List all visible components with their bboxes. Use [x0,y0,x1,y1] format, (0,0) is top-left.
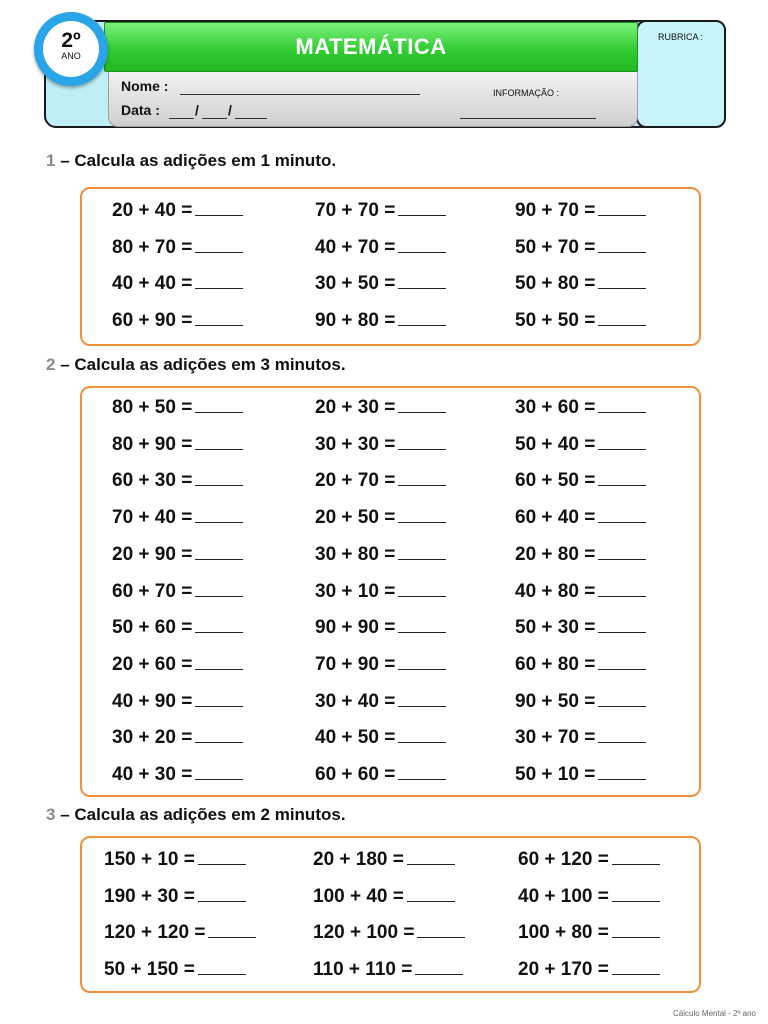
problem-expression: 60 + 70 = [112,580,193,602]
answer-blank[interactable] [198,848,246,865]
answer-blank[interactable] [195,506,243,523]
answer-blank[interactable] [417,921,465,938]
problem-expression: 60 + 60 = [315,764,396,785]
addition-problem [315,580,446,603]
date-separator: / [228,102,232,118]
answer-blank[interactable] [398,763,446,780]
addition-problem [515,272,646,295]
question-instruction: – Calcula as adições em 1 minuto. [60,151,337,170]
addition-problem [112,469,243,492]
answer-blank[interactable] [598,653,646,670]
answer-blank[interactable] [407,848,455,865]
answer-blank[interactable] [398,726,446,743]
date-year-field[interactable] [235,118,267,119]
problem-expression: 20 + 80 = [515,543,596,565]
addition-problem [313,885,455,908]
problem-expression: 30 + 20 = [112,727,193,749]
answer-blank[interactable] [415,958,463,975]
problem-expression: 50 + 50 = [515,310,596,332]
answer-blank[interactable] [195,396,243,413]
answer-blank[interactable] [195,469,243,486]
addition-problem [315,469,446,492]
answer-blank[interactable] [598,543,646,560]
addition-problem [518,885,660,908]
answer-blank[interactable] [598,726,646,743]
addition-problem [315,433,446,456]
problem-expression: 150 + 10 = [104,849,195,870]
problem-expression: 30 + 10 = [315,580,396,602]
answer-blank[interactable] [195,236,243,253]
problem-expression: 40 + 30 = [112,764,193,785]
answer-blank[interactable] [198,885,246,902]
answer-blank[interactable] [195,690,243,707]
answer-blank[interactable] [598,433,646,450]
answer-blank[interactable] [398,580,446,597]
addition-problem [313,958,463,981]
problem-expression: 30 + 80 = [315,543,396,565]
addition-problem [315,506,446,529]
addition-problem [515,616,646,639]
problem-expression: 40 + 100 = [518,885,609,907]
problem-expression: 100 + 80 = [518,922,609,944]
addition-problem [518,848,660,871]
addition-problem [112,580,243,603]
problem-expression: 40 + 50 = [315,727,396,749]
problem-expression: 190 + 30 = [104,885,195,907]
answer-blank[interactable] [398,396,446,413]
problem-expression: 40 + 40 = [112,273,193,295]
addition-problem [104,885,246,908]
answer-blank[interactable] [398,236,446,253]
addition-problem [112,690,243,713]
answer-blank[interactable] [195,543,243,560]
rubrica-label: RUBRICA : [658,32,704,42]
addition-problem [112,543,243,566]
problem-expression: 90 + 50 = [515,690,596,712]
addition-problem [515,199,646,222]
answer-blank[interactable] [398,272,446,289]
problem-expression: 120 + 100 = [313,922,415,944]
addition-problem [313,848,455,871]
answer-blank[interactable] [598,580,646,597]
answer-blank[interactable] [598,199,646,216]
addition-problem [112,763,243,786]
addition-problem [104,921,256,944]
addition-problem [315,763,446,786]
problem-expression: 50 + 30 = [515,617,596,639]
date-separator: / [195,102,199,118]
question-instruction: – Calcula as adições em 3 minutos. [60,355,346,374]
answer-blank[interactable] [195,272,243,289]
problem-expression: 120 + 120 = [104,922,206,944]
addition-problem [515,506,646,529]
addition-problem [112,616,243,639]
answer-blank[interactable] [198,958,246,975]
problem-expression: 80 + 90 = [112,433,193,455]
question-instruction: – Calcula as adições em 2 minutos. [60,805,346,824]
problem-expression: 80 + 70 = [112,236,193,258]
addition-problem [315,690,446,713]
answer-blank[interactable] [398,469,446,486]
problem-expression: 50 + 80 = [515,273,596,295]
problem-expression: 90 + 80 = [315,310,396,332]
question-number: 2 [46,355,56,374]
answer-blank[interactable] [398,309,446,326]
addition-problem [315,616,446,639]
problem-expression: 60 + 50 = [515,470,596,492]
addition-problem [515,396,646,419]
answer-blank[interactable] [195,726,243,743]
addition-problem [315,236,446,259]
answer-blank[interactable] [398,690,446,707]
problem-expression: 50 + 40 = [515,433,596,455]
grade-badge-inner [43,21,99,77]
problem-expression: 90 + 70 = [515,200,596,221]
addition-problem [112,433,243,456]
answer-blank[interactable] [612,958,660,975]
problem-expression: 40 + 70 = [315,236,396,258]
problem-expression: 70 + 40 = [112,507,193,529]
problem-expression: 20 + 60 = [112,653,193,675]
answer-blank[interactable] [598,506,646,523]
answer-blank[interactable] [407,885,455,902]
grade-unit: ANO [61,51,81,61]
problem-expression: 20 + 90 = [112,543,193,565]
question-2-title [46,355,346,375]
answer-blank[interactable] [398,543,446,560]
addition-problem [112,653,243,676]
problem-expression: 30 + 50 = [315,273,396,295]
problem-expression: 60 + 40 = [515,507,596,529]
answer-blank[interactable] [398,433,446,450]
addition-problem [315,309,446,332]
problem-expression: 20 + 170 = [518,959,609,981]
problem-expression: 60 + 80 = [515,653,596,675]
addition-problem [104,848,246,871]
problem-expression: 30 + 30 = [315,433,396,455]
name-label: Nome : [121,78,169,94]
problem-expression: 60 + 90 = [112,310,193,332]
problem-expression: 20 + 70 = [315,470,396,492]
addition-problem [515,726,646,749]
addition-problem [515,236,646,259]
addition-problem [515,653,646,676]
addition-problem [515,433,646,456]
addition-problem [313,921,465,944]
addition-problem [315,272,446,295]
addition-problem [315,653,446,676]
problem-expression: 20 + 180 = [313,849,404,870]
addition-problem [104,958,246,981]
addition-problem [315,396,446,419]
addition-problem [515,469,646,492]
addition-problem [112,726,243,749]
answer-blank[interactable] [195,309,243,326]
name-field[interactable] [180,94,420,95]
answer-blank[interactable] [195,653,243,670]
answer-blank[interactable] [612,885,660,902]
answer-blank[interactable] [598,763,646,780]
addition-problem [515,690,646,713]
answer-blank[interactable] [598,396,646,413]
subject-title: MATEMÁTICA [104,22,638,72]
problem-expression: 40 + 80 = [515,580,596,602]
problem-expression: 110 + 110 = [313,959,413,981]
answer-blank[interactable] [598,690,646,707]
addition-problem [315,199,446,222]
problem-expression: 50 + 150 = [104,959,195,981]
answer-blank[interactable] [612,921,660,938]
problem-expression: 100 + 40 = [313,885,404,907]
answer-blank[interactable] [195,763,243,780]
problem-expression: 50 + 60 = [112,617,193,639]
addition-problem [112,199,243,222]
addition-problem [112,309,243,332]
problem-expression: 20 + 40 = [112,200,193,221]
info-label: INFORMAÇÃO : [493,88,560,98]
addition-problem [112,506,243,529]
addition-problem [515,580,646,603]
answer-blank[interactable] [598,236,646,253]
answer-blank[interactable] [195,199,243,216]
problem-expression: 70 + 90 = [315,653,396,675]
problem-expression: 50 + 10 = [515,764,596,785]
question-1-title [46,151,336,171]
addition-problem [112,236,243,259]
problem-expression: 30 + 40 = [315,690,396,712]
answer-blank[interactable] [598,616,646,633]
addition-problem [515,543,646,566]
problem-expression: 60 + 120 = [518,849,609,870]
addition-problem [515,309,646,332]
date-month-field[interactable] [202,118,227,119]
answer-blank[interactable] [398,199,446,216]
answer-blank[interactable] [195,616,243,633]
answer-blank[interactable] [398,616,446,633]
answer-blank[interactable] [398,506,446,523]
addition-problem [518,921,660,944]
answer-blank[interactable] [398,653,446,670]
grade-number: 2º [61,29,81,52]
answer-blank[interactable] [195,580,243,597]
addition-problem [315,726,446,749]
answer-blank[interactable] [195,433,243,450]
problem-expression: 30 + 70 = [515,727,596,749]
problem-expression: 80 + 50 = [112,397,193,418]
problem-expression: 90 + 90 = [315,617,396,639]
problem-expression: 30 + 60 = [515,397,596,418]
info-field[interactable] [460,118,596,119]
answer-blank[interactable] [598,309,646,326]
addition-problem [315,543,446,566]
addition-problem [112,396,243,419]
question-number: 3 [46,805,56,824]
question-number: 1 [46,151,56,170]
date-day-field[interactable] [169,118,194,119]
problem-expression: 20 + 30 = [315,397,396,418]
problem-expression: 60 + 30 = [112,470,193,492]
problem-expression: 70 + 70 = [315,200,396,221]
problem-expression: 50 + 70 = [515,236,596,258]
addition-problem [112,272,243,295]
problem-expression: 40 + 90 = [112,690,193,712]
addition-problem [518,958,660,981]
answer-blank[interactable] [208,921,256,938]
answer-blank[interactable] [598,469,646,486]
date-label: Data : [121,102,160,118]
answer-blank[interactable] [598,272,646,289]
answer-blank[interactable] [612,848,660,865]
page-footer: Cálculo Mental - 2º ano [673,1009,756,1018]
question-3-title [46,805,346,825]
problem-expression: 20 + 50 = [315,507,396,529]
addition-problem [515,763,646,786]
